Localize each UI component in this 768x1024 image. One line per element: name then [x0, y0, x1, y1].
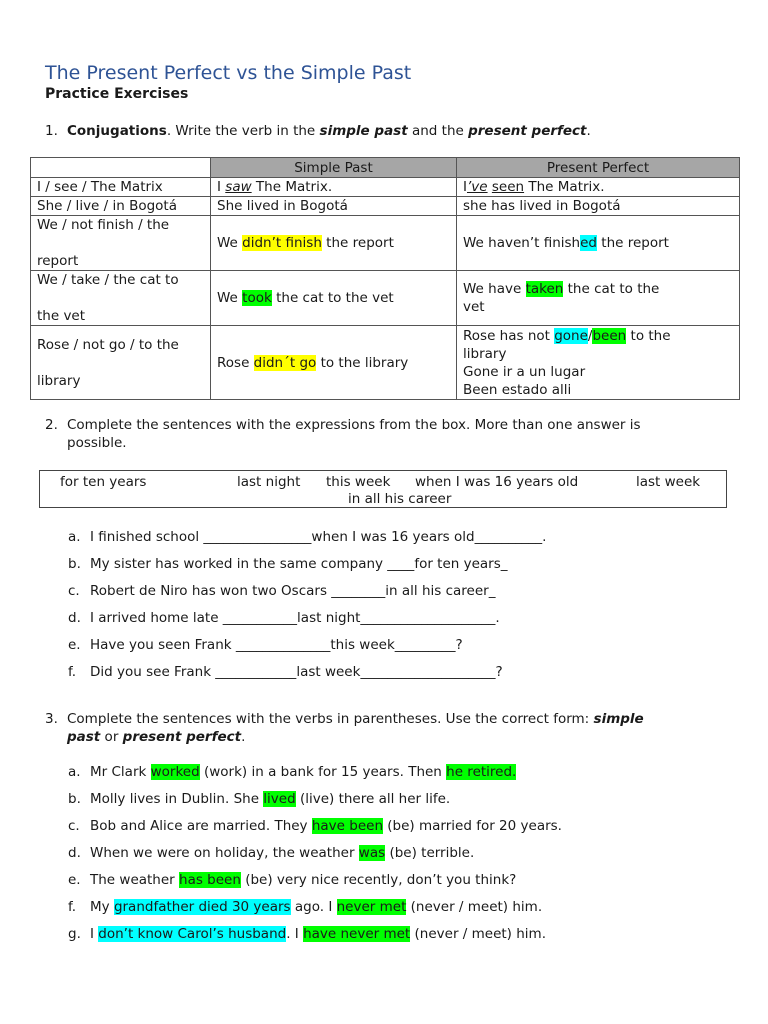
header-simple-past: Simple Past	[211, 158, 457, 178]
present-perfect-cell: I’ve seen The Matrix.	[457, 178, 740, 197]
row-prompt: We / take / the cat to the vet	[31, 271, 211, 326]
expression: when I was 16 years old	[415, 474, 579, 490]
expression: in all his career	[348, 491, 452, 507]
list-item: c. Bob and Alice are married. They have been (be) married for 20 years.	[68, 818, 562, 834]
page-subtitle: Practice Exercises	[45, 86, 189, 102]
table-header-row	[31, 158, 740, 178]
simple-past-cell: We didn’t finish the report	[211, 216, 457, 271]
simple-past-cell: We took the cat to the vet	[211, 271, 457, 326]
conjugations-table	[30, 157, 740, 400]
list-item: d. I arrived home late ___________last night____________________.	[68, 610, 500, 626]
list-item: a. I finished school ________________when I was 16 years old__________.	[68, 529, 547, 545]
simple-past-cell: I saw The Matrix.	[211, 178, 457, 197]
row-prompt: She / live / in Bogotá	[31, 197, 211, 216]
expression: for ten years	[60, 474, 147, 490]
present-perfect-cell: We have taken the cat to the vet	[457, 271, 740, 326]
present-perfect-cell: she has lived in Bogotá	[457, 197, 740, 216]
list-item: e. The weather has been (be) very nice recently, don’t you think?	[68, 872, 517, 888]
list-item: d. When we were on holiday, the weather was (be) terrible.	[68, 845, 475, 861]
expression: this week	[326, 474, 391, 490]
list-item: b. Molly lives in Dublin. She lived (live) there all her life.	[68, 791, 451, 807]
list-item: a. Mr Clark worked (work) in a bank for 15 years. Then he retired.	[68, 764, 517, 780]
expressions-box	[39, 470, 727, 508]
table-row	[31, 178, 740, 197]
list-item: c. Robert de Niro has won two Oscars ________in all his career_	[68, 583, 496, 599]
table-row	[31, 326, 740, 400]
section-2-heading: 2. Complete the sentences with the expressions from the box. More than one answer is possible.	[45, 417, 641, 451]
present-perfect-cell: We haven’t finished the report	[457, 216, 740, 271]
row-prompt: We / not finish / the report	[31, 216, 211, 271]
list-item: b. My sister has worked in the same company ____for ten years_	[68, 556, 508, 572]
section-3-heading: 3. Complete the sentences with the verbs in parentheses. Use the correct form: simple past or present perfect.	[45, 711, 644, 745]
simple-past-cell: Rose didn´t go to the library	[211, 326, 457, 400]
page-title: The Present Perfect vs the Simple Past	[45, 62, 412, 84]
list-item: e. Have you seen Frank ______________this week_________?	[68, 637, 463, 653]
header-present-perfect: Present Perfect	[457, 158, 740, 178]
section-1-heading: 1. Conjugations. Write the verb in the simple past and the present perfect.	[45, 123, 591, 139]
expression: last week	[636, 474, 701, 490]
present-perfect-cell: Rose has not gone/been to the library Gone ir a un lugar Been estado alli	[457, 326, 740, 400]
row-prompt: Rose / not go / to the library	[31, 326, 211, 400]
list-item: f. Did you see Frank ____________last week____________________?	[68, 664, 503, 680]
simple-past-cell: She lived in Bogotá	[211, 197, 457, 216]
expression: last night	[237, 474, 301, 490]
list-item: g. I don’t know Carol’s husband. I have never met (never / meet) him.	[68, 926, 546, 942]
table-row	[31, 216, 740, 271]
table-row	[31, 197, 740, 216]
list-item: f. My grandfather died 30 years ago. I never met (never / meet) him.	[68, 899, 543, 915]
table-row	[31, 271, 740, 326]
row-prompt: I / see / The Matrix	[31, 178, 211, 197]
